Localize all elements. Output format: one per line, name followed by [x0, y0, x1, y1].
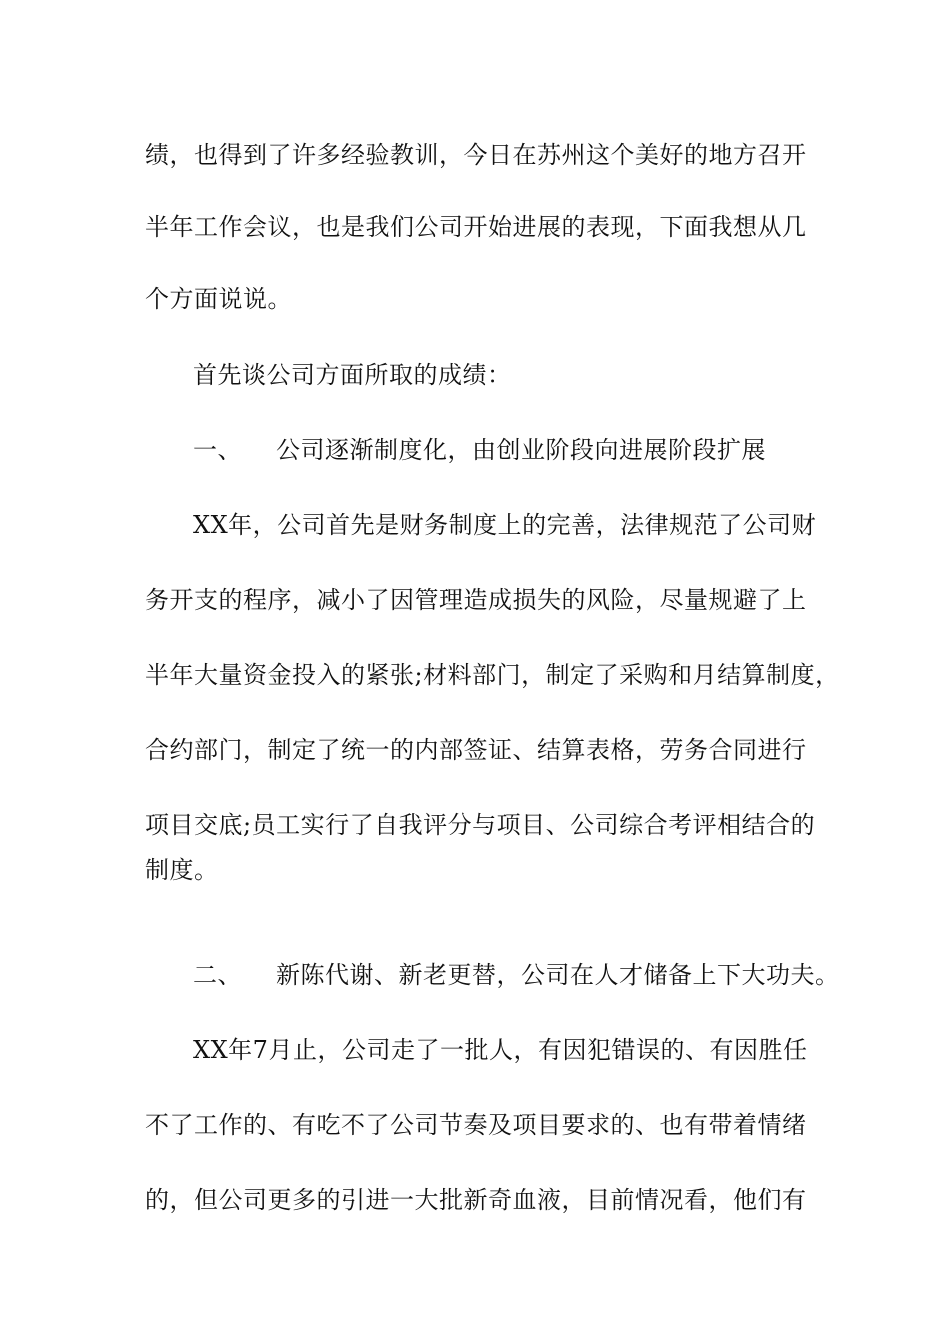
- paragraph-line: 绩，也得到了许多经验教训，今日在苏州这个美好的地方召开: [145, 141, 807, 169]
- heading-one-text: 公司逐渐制度化，由创业阶段向进展阶段扩展: [276, 436, 766, 464]
- paragraph-line: 合约部门，制定了统一的内部签证、结算表格，劳务合同进行: [145, 736, 807, 764]
- section-intro-line: 首先谈公司方面所取的成绩：: [193, 361, 512, 389]
- heading-two-number: 二、: [193, 961, 242, 989]
- heading-two-text: 新陈代谢、新老更替，公司在人才储备上下大功夫。: [276, 961, 840, 989]
- paragraph-line: 不了工作的、有吃不了公司节奏及项目要求的、也有带着情绪: [145, 1111, 807, 1139]
- paragraph-line: 半年大量资金投入的紧张;材料部门，制定了采购和月结算制度，: [145, 661, 840, 689]
- paragraph-line: 半年工作会议，也是我们公司开始进展的表现，下面我想从几: [145, 213, 807, 241]
- heading-one-number: 一、: [193, 436, 242, 464]
- paragraph-line: 制度。: [145, 856, 219, 884]
- paragraph-line: XX年，公司首先是财务制度上的完善，法律规范了公司财: [193, 511, 817, 539]
- heading-one: [193, 433, 873, 467]
- paragraph-line: 务开支的程序，减小了因管理造成损失的风险，尽量规避了上: [145, 586, 807, 614]
- heading-two: [193, 958, 873, 992]
- paragraph-line: 的，但公司更多的引进一大批新奇血液，目前情况看，他们有: [145, 1186, 807, 1214]
- paragraph-line: XX年7月止，公司走了一批人，有因犯错误的、有因胜任: [193, 1036, 808, 1064]
- paragraph-line: 个方面说说。: [145, 285, 292, 313]
- paragraph-line: 项目交底;员工实行了自我评分与项目、公司综合考评相结合的: [145, 811, 816, 839]
